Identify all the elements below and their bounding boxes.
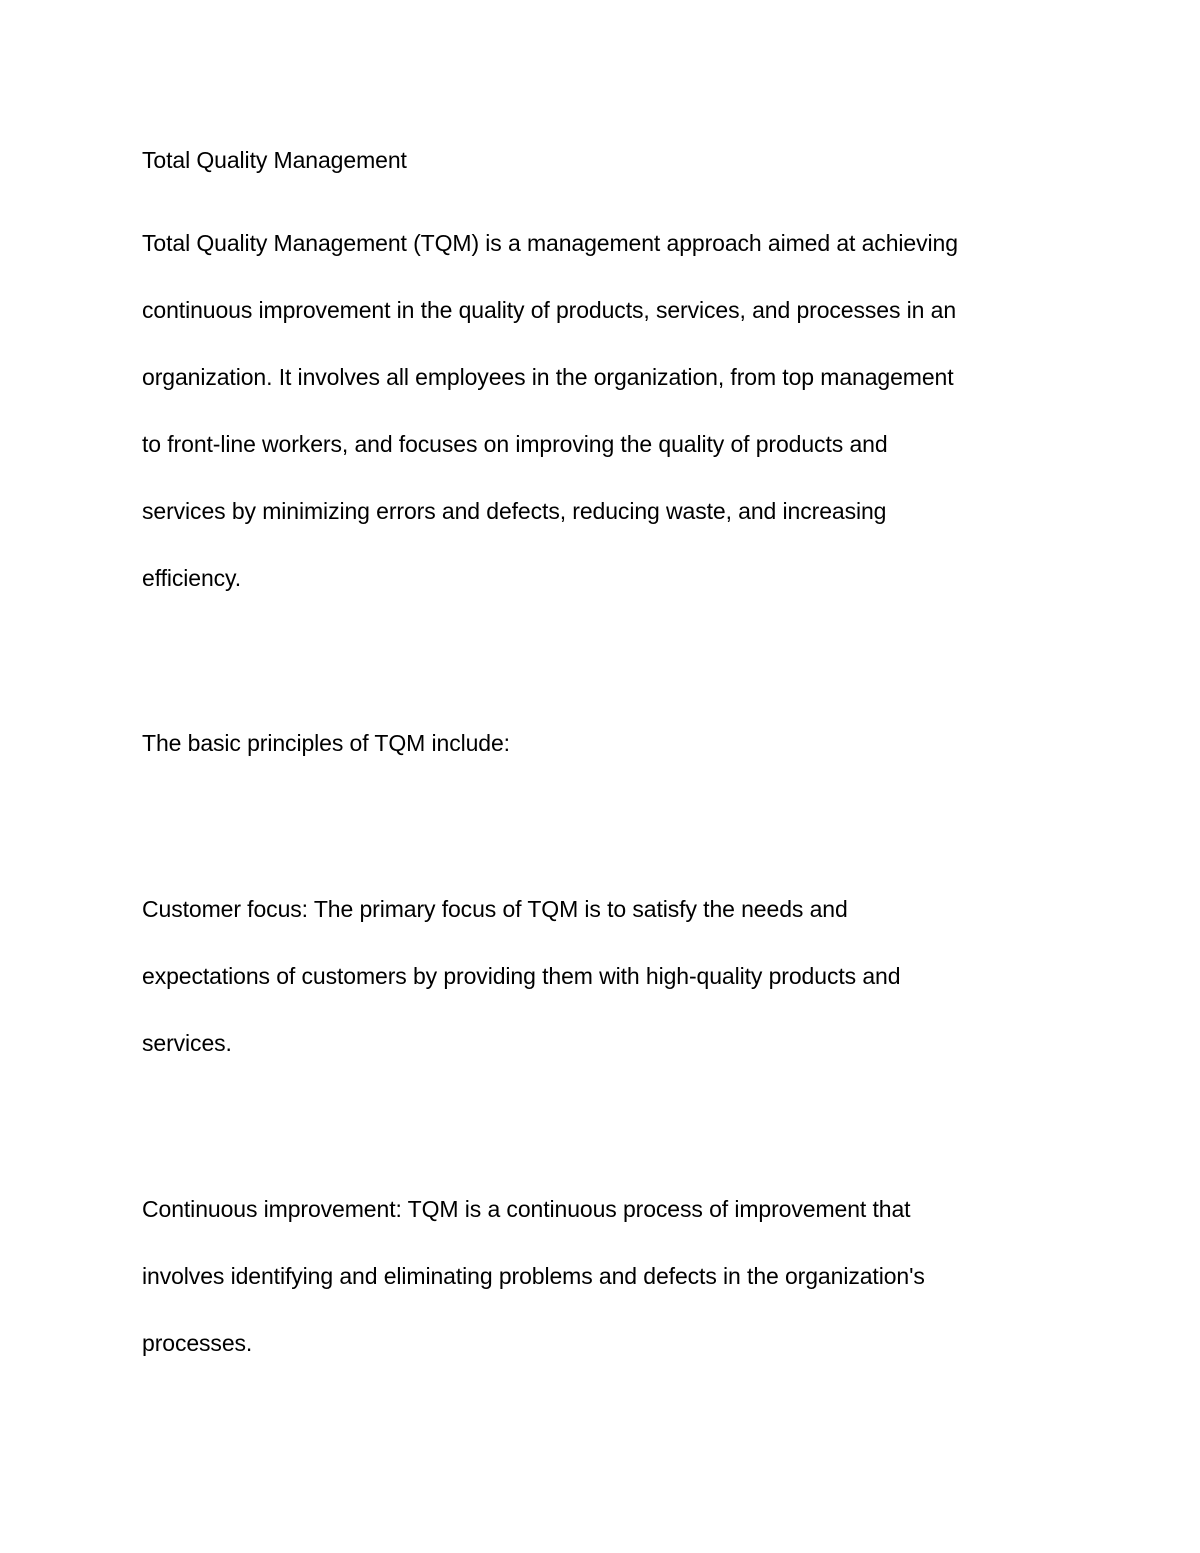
continuous-improvement-line: involves identifying and eliminating problems and defects in the organization's bbox=[142, 1263, 925, 1289]
intro-line: services by minimizing errors and defects, reducing waste, and increasing bbox=[142, 498, 887, 524]
intro-line: to front-line workers, and focuses on improving the quality of products and bbox=[142, 431, 888, 457]
intro-line: efficiency. bbox=[142, 565, 242, 591]
continuous-improvement-line: Continuous improvement: TQM is a continuous process of improvement that bbox=[142, 1196, 911, 1222]
intro-line: Total Quality Management (TQM) is a management approach aimed at achieving bbox=[142, 230, 958, 256]
customer-focus-line: expectations of customers by providing them with high-quality products and bbox=[142, 963, 901, 989]
continuous-improvement-line: processes. bbox=[142, 1330, 253, 1356]
customer-focus-line: Customer focus: The primary focus of TQM is to satisfy the needs and bbox=[142, 896, 848, 922]
principles-heading: The basic principles of TQM include: bbox=[142, 730, 510, 756]
intro-line: organization. It involves all employees in the organization, from top management bbox=[142, 364, 954, 390]
customer-focus-line: services. bbox=[142, 1030, 232, 1056]
document-title: Total Quality Management bbox=[142, 147, 407, 173]
intro-line: continuous improvement in the quality of products, services, and processes in an bbox=[142, 297, 957, 323]
